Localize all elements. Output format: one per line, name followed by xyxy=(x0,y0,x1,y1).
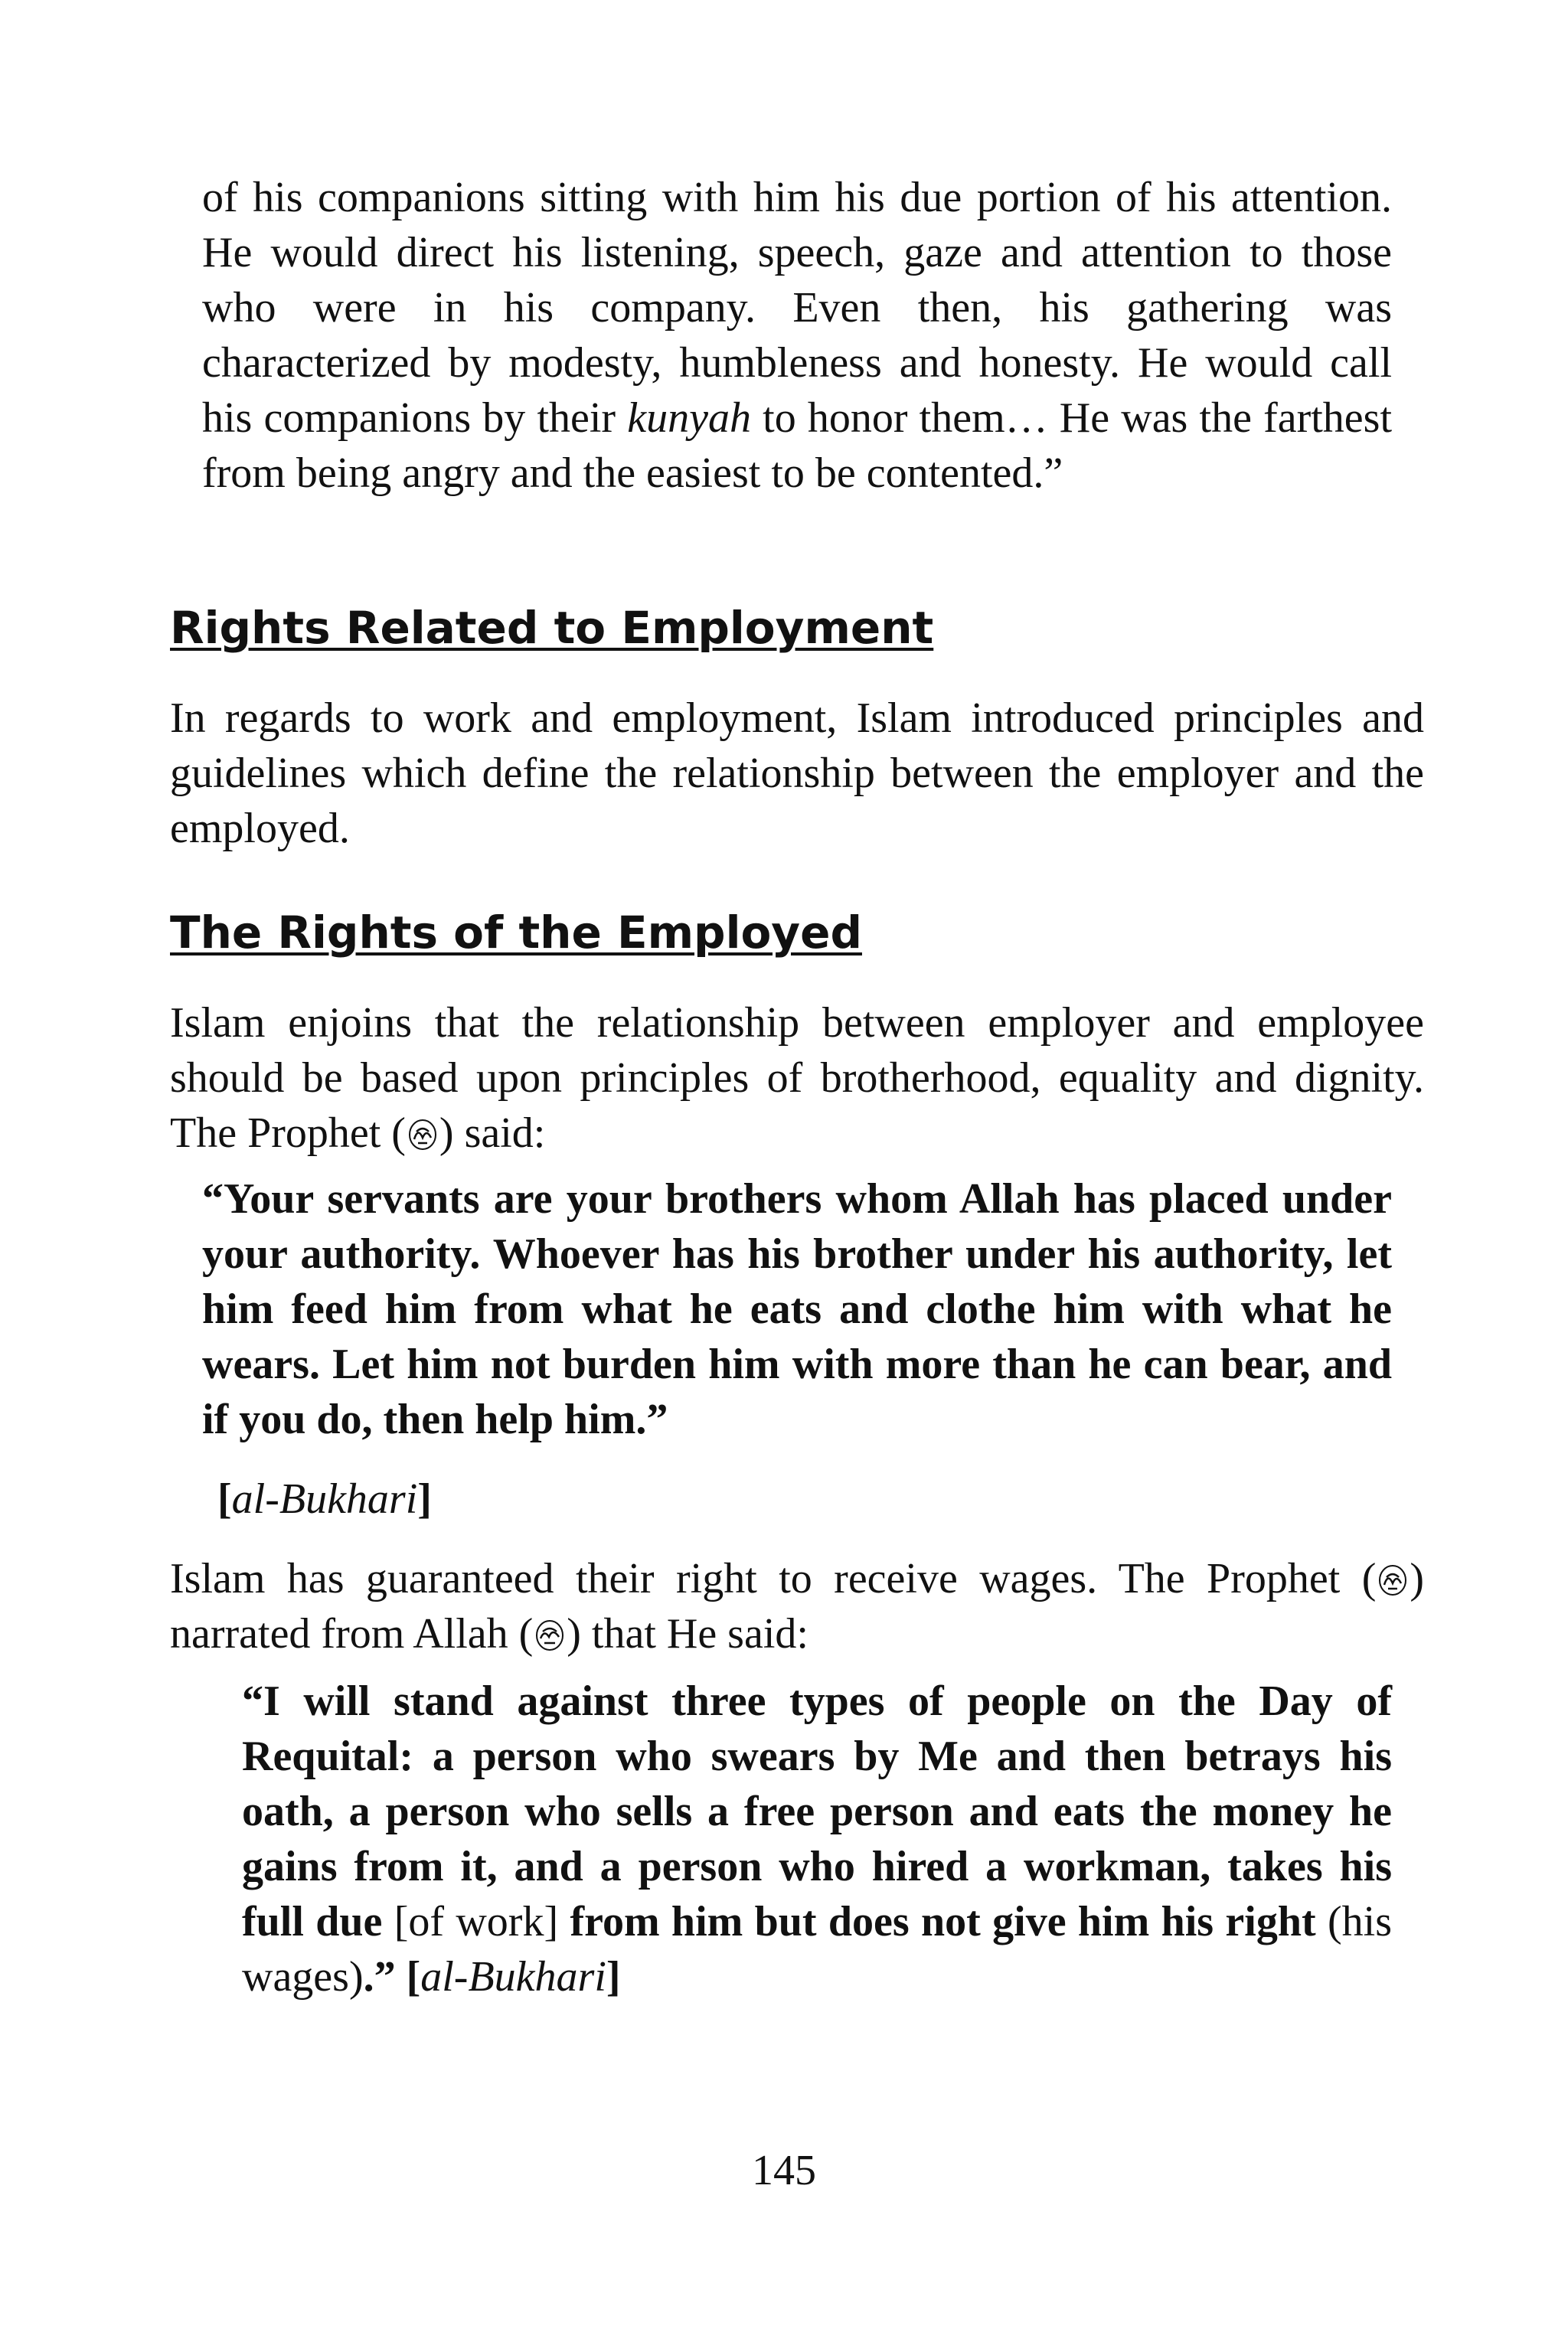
citation-source: al-Bukhari xyxy=(231,1475,418,1523)
quote2-paren-note: (his wages) xyxy=(242,1898,1392,2001)
section-heading-employed: The Rights of the Employed xyxy=(170,906,862,959)
calligraphy-seal-icon xyxy=(407,1118,438,1152)
calligraphy-seal-icon xyxy=(1377,1563,1408,1597)
employed-text-a: Islam enjoins that the relationship between employer and employee should be based upon principles of brotherhood, equality and dignity. The Prophet ( xyxy=(170,999,1424,1157)
wages-paragraph xyxy=(170,1551,1424,1661)
calligraphy-seal-icon xyxy=(534,1619,565,1652)
quote2-bracket-note: [of work] xyxy=(394,1898,559,1945)
citation-bracket-open-2: [ xyxy=(406,1953,421,2001)
employment-paragraph: In regards to work and employment, Islam introduced principles and guidelines which define the relationship between the employer and the employed. xyxy=(170,694,1424,852)
employed-paragraph xyxy=(170,995,1424,1161)
employed-text-b: ) said: xyxy=(439,1109,546,1157)
page-number: 145 xyxy=(752,2147,816,2194)
quote2-text-a: “I will stand against three types of people on the Day of Requital: a person who swears by Me and then betrays his oath, a person who sells a free person and eats the money he gains from it, and a person who hired a workman, takes his full due xyxy=(242,1677,1392,1945)
wages-text-b: ) narrated from Allah ( xyxy=(170,1555,1424,1658)
hadith-quote-three-types xyxy=(242,1674,1392,2004)
intro-paragraph xyxy=(202,170,1392,501)
wages-text-a: Islam has guaranteed their right to receive wages. The Prophet ( xyxy=(170,1555,1377,1602)
citation-source-2: al-Bukhari xyxy=(420,1953,606,2001)
citation-bukhari-1 xyxy=(217,1472,677,1527)
wages-text-c: ) that He said: xyxy=(567,1610,808,1658)
citation-bracket-close: ] xyxy=(417,1475,432,1523)
kunyah-term: kunyah xyxy=(627,394,751,442)
intro-text-1: of his companions sitting with him his due portion of his attention. He would direct his listening, speech, gaze and attention to those who were in his company. Even then, his gathering was characterized by modesty, humbleness and honesty. He would call his companions by their xyxy=(202,174,1392,442)
intro-text-2: to honor them… He was the farthest from being angry and the easiest to be contented.” xyxy=(202,394,1393,497)
citation-bracket-close-2: ] xyxy=(606,1953,621,2001)
hadith-quote-servants: “Your servants are your brothers whom Allah has placed under your authority. Whoever has his brother under his authority, let him feed him from what he eats and clothe him with what he wears. Let him not burden him with more than he can bear, and if you do, then help him.” xyxy=(202,1175,1392,1443)
citation-bracket-open: [ xyxy=(217,1475,232,1523)
section-heading-employment: Rights Related to Employment xyxy=(170,602,934,654)
quote2-text-c: from him but does not give him his right xyxy=(558,1898,1328,1945)
quote2-text-e: .” xyxy=(363,1953,407,2001)
